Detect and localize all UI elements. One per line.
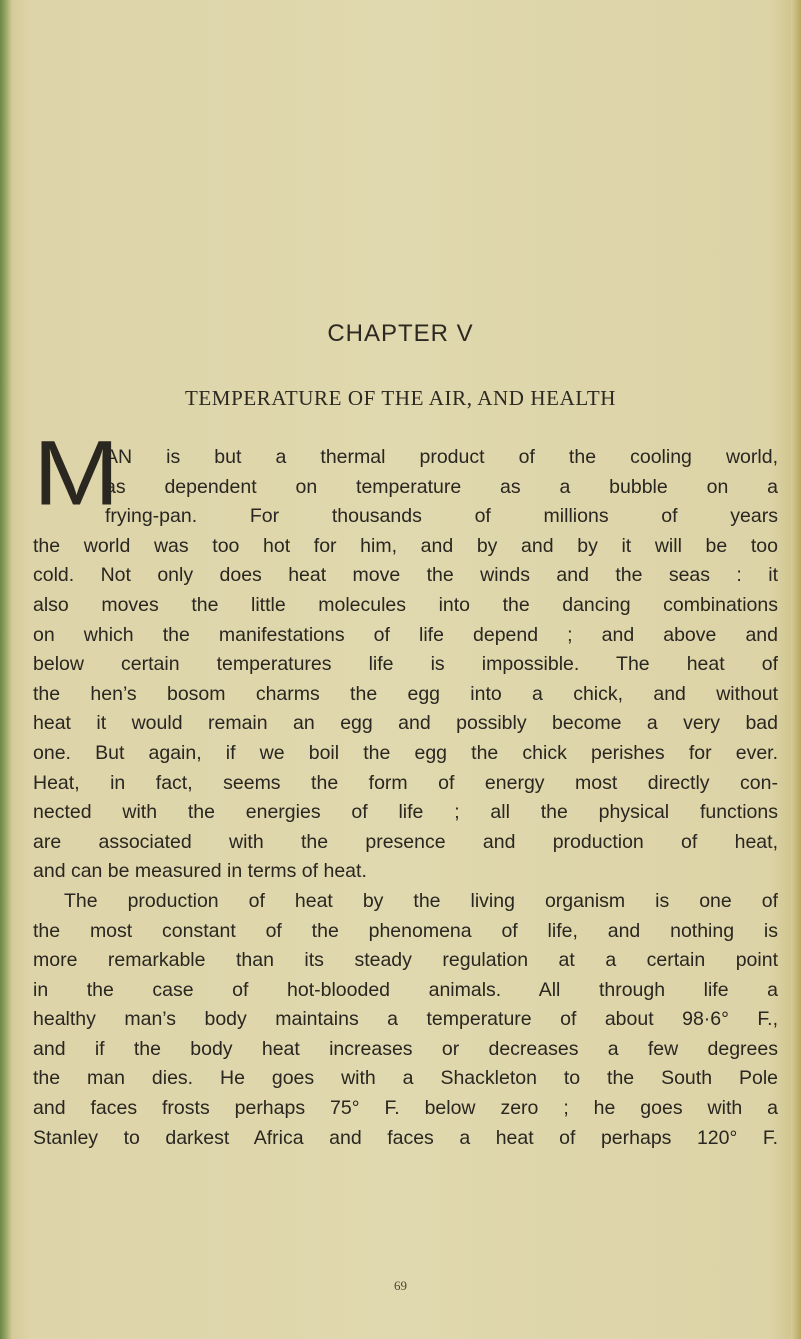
text-line: cold. Not only does heat move the winds and the seas : it: [33, 564, 778, 587]
chapter-title: TEMPERATURE OF THE AIR, AND HEALTH: [184, 386, 617, 410]
text-line: frying-pan. For thousands of millions of years: [105, 505, 778, 528]
text-line: also moves the little molecules into the dancing combinations: [33, 593, 778, 616]
body-text: [33, 443, 778, 1153]
page-edge: [791, 0, 801, 1339]
text-line: more remarkable than its steady regulation at a certain point: [33, 949, 778, 972]
text-line: and faces frosts perhaps 75° F. below zero ; he goes with a: [33, 1097, 778, 1120]
text-line: AN is but a thermal product of the cooling world,: [105, 446, 778, 468]
chapter-heading: CHAPTER V: [327, 320, 474, 347]
text-line: in the case of hot-blooded animals. All through life a: [33, 978, 778, 1001]
text-line: and if the body heat increases or decreases a few degrees: [33, 1037, 778, 1060]
text-line: Stanley to darkest Africa and faces a heat of perhaps 120° F.: [33, 1126, 778, 1149]
text-line: nected with the energies of life ; all the physical functions: [33, 801, 778, 824]
text-line: as dependent on temperature as a bubble on a: [105, 475, 778, 498]
text-line: The production of heat by the living organism is one of: [64, 889, 778, 912]
text-line: heat it would remain an egg and possibly become a very bad: [33, 712, 778, 735]
text-line: on which the manifestations of life depend ; and above and: [33, 623, 778, 646]
text-line: the world was too hot for him, and by and by it will be too: [33, 534, 778, 557]
text-line: below certain temperatures life is impossible. The heat of: [33, 653, 778, 676]
text-line: the hen’s bosom charms the egg into a chick, and without: [33, 682, 778, 705]
drop-cap: M: [33, 422, 120, 525]
page-number: 69: [394, 1278, 407, 1293]
text-line: and can be measured in terms of heat.: [33, 860, 367, 883]
text-line: the most constant of the phenomena of life, and nothing is: [33, 919, 778, 942]
text-line: are associated with the presence and production of heat,: [33, 830, 778, 853]
binding-edge: [0, 0, 12, 1339]
text-line: healthy man’s body maintains a temperature of about 98·6° F.,: [33, 1008, 778, 1031]
text-line: one. But again, if we boil the egg the chick perishes for ever.: [33, 741, 778, 764]
text-line: the man dies. He goes with a Shackleton to the South Pole: [33, 1067, 778, 1090]
text-line: Heat, in fact, seems the form of energy most directly con-: [33, 771, 778, 794]
